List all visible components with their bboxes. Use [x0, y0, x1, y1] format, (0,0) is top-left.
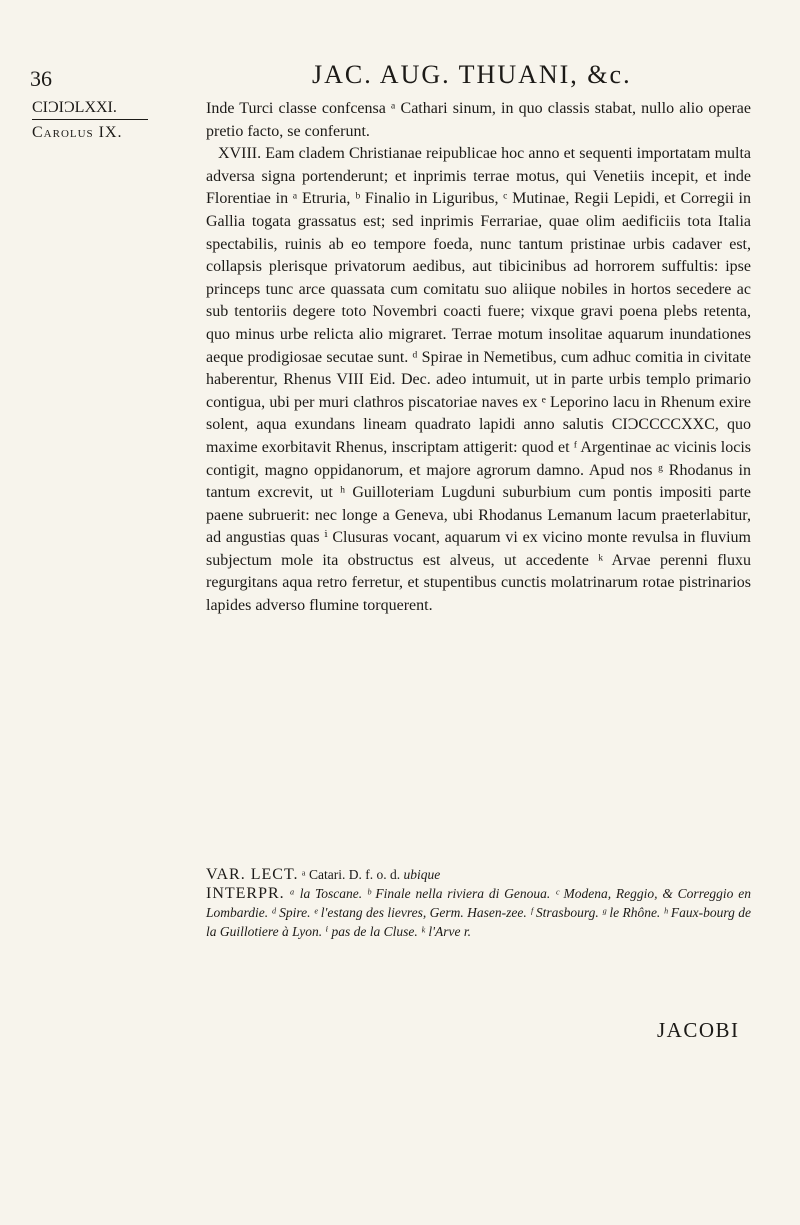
- variant-readings: [206, 865, 751, 884]
- variant-tail: ubique: [403, 867, 441, 882]
- main-text: [206, 98, 751, 618]
- paragraph-continuation: Inde Turci classe confcensa ᵃ Cathari sinum, in quo classis stabat, nullo alio operae pretio facto, se conferunt.: [206, 100, 751, 140]
- paragraph-section-xviii: XVIII. Eam cladem Christianae reipublicae hoc anno et sequenti importatam multa adversa signa portenderunt; et inprimis terrae motus, qui Venetiis incepit, et inde Florentiae in ᵃ Etruria, ᵇ Finalio in Liguribus, ᶜ Mutinae, Regii Lepidi, et Corregii in Gallia togata grassatus est; sed inprimis Ferrariae, quae olim aedificiis tota Italia spectabilis, ruinis ab eo tempore foeda, nunc tantum pristinae urbis cadaver est, collapsis plerisque privatorum aedibus, aut tibicinibus ad horrorem suffultis: ipse princeps tunc arce quassata cum comitatu suo aliique nobiles in hortos secedere ac sub tentoriis degere toto Novembri coacti fuere; vixque gravi poena plebs retenta, quo minus urbe relicta alio migraret. Terrae motum insolitae aquarum inundationes aeque prodigiosae secutae sunt. ᵈ Spirae in Nemetibus, cum adhuc comitia in civitate haberentur, Rhenus VIII Eid. Dec. adeo intumuit, ut in parte urbis templo primario contigua, ubi per muri clathros piscatoriae naves ex ᵉ Leporino lacu in Rhenum exire solent, aqua exundans lineam quadrato lapidi anno salutis CIƆCCCCXXC, quo maxime exorbitavit Rhenus, inscriptam attigerit: quod et ᶠ Argentinae ac vicinis locis contigit, magno oppidanorum, et majore agrorum damno. Apud nos ᵍ Rhodanus in tantum excrevit, ut ʰ Guilloteriam Lugduni suburbium cum pontis impositi parte paene subruerit: nec longe a Geneva, ubi Rhodanus Lemanum lacum praeterlabitur, ad angustias quas ⁱ Clusuras vocant, aquarum vi ex vicino monte revulsa in fluvium subjectum mole ita obstructus est alveus, ut accedente ᵏ Arvae perenni fluxu regurgitans aqua retro ferretur, et stupentibus cunctis molatrinarum rotae pistrinarios lapides adverso flumine torquerent.: [206, 145, 751, 615]
- interpretation-text: ᵃ la Toscane. ᵇ Finale nella riviera di Genoua. ᶜ Modena, Reggio, & Correggio en Lombardie. ᵈ Spire. ᵉ l'estang des lievres, Germ. Hasen-zee. ᶠ Strasbourg. ᵍ le Rhône. ʰ Faux-bourg de la Guillotiere à Lyon. ⁱ pas de la Cluse. ᵏ l'Arve r.: [206, 886, 751, 939]
- page-number: 36: [30, 66, 52, 91]
- page-header: [30, 60, 750, 96]
- running-head: JAC. AUG. THUANI, &c.: [312, 60, 632, 89]
- margin-ruler: Carolus IX.: [32, 124, 123, 141]
- variant-text: ᵃ Catari. D. f. o. d.: [301, 867, 401, 882]
- interpretation-label: INTERPR.: [206, 885, 285, 902]
- footnotes: [206, 865, 751, 941]
- margin-note: [32, 98, 148, 143]
- variant-label: VAR. LECT.: [206, 866, 299, 883]
- catchword: JACOBI: [657, 1018, 740, 1042]
- interpretations: [206, 884, 751, 941]
- margin-year: CIƆIƆLXXI.: [32, 98, 148, 120]
